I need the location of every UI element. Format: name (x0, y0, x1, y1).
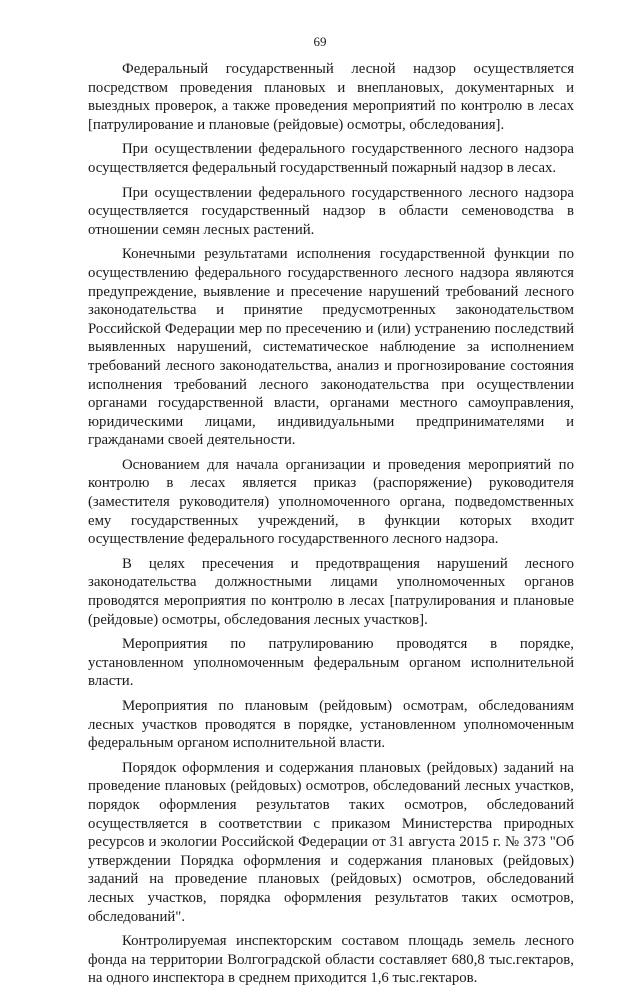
body-text (88, 60, 574, 994)
paragraph-9: Порядок оформления и содержания плановых (рейдовых) заданий на проведение плановых (рейдовых) осмотров, обследований лесных участков, порядок оформления результатов таких осмотров, обследований осуществляется в соответствии с приказом Министерства природных ресурсов и экологии Российской Федерации от 31 августа 2015 г. № 373 "Об утверждении Порядка оформления и содержания плановых (рейдовых) заданий на проведение плановых (рейдовых) осмотров, обследований лесных участков, порядка оформления результатов таких осмотров, обследований". (88, 759, 574, 925)
page-number: 69 (313, 34, 327, 49)
paragraph-2: При осуществлении федерального государственного лесного надзора осуществляется федеральный государственный пожарный надзор в лесах. (88, 141, 574, 176)
paragraph-7: Мероприятия по патрулированию проводятся в порядке, установленном уполномоченным федеральным органом исполнительной власти. (88, 636, 574, 690)
paragraph-4: Конечными результатами исполнения государственной функции по осуществлению федерального государственного лесного надзора являются предупреждение, выявление и пресечение нарушений требований лесного законодательства и принятие предусмотренных законодательством Российской Федерации мер по пресечению и (или) устранению последствий выявленных нарушений, систематическое наблюдение за исполнением требований лесного законодательства, анализ и прогнозирование состояния исполнения требований лесного законодательства при осуществлении органами государственной власти, органами местного самоуправления, юридическими лицами, индивидуальными предпринимателями и гражданами своей деятельности. (88, 246, 574, 449)
paragraph-5: Основанием для начала организации и проведения мероприятий по контролю в лесах является приказ (распоряжение) руководителя (заместителя руководителя) уполномоченного органа, подведомственных ему государственных учреждений, в функции которых входит осуществление федерального государственного лесного надзора. (88, 456, 574, 548)
paragraph-10: Контролируемая инспекторским составом площадь земель лесного фонда на территории Волгоградской области составляет 680,8 тыс.гектаров, на одного инспектора в среднем приходится 1,6 тыс.гектаров. (88, 933, 574, 987)
paragraph-1: Федеральный государственный лесной надзор осуществляется посредством проведения плановых и внеплановых, документарных и выездных проверок, а также проведения мероприятий по контролю в лесах [патрулирование и плановые (рейдовые) осмотры, обследования]. (88, 61, 574, 133)
paragraph-6: В целях пресечения и предотвращения нарушений лесного законодательства должностными лицами уполномоченных органов проводятся мероприятия по контролю в лесах [патрулирования и плановые (рейдовые) осмотры, обследования лесных участков]. (88, 555, 574, 628)
paragraph-3: При осуществлении федерального государственного лесного надзора осуществляется государственный надзор в области семеноводства в отношении семян лесных растений. (88, 184, 574, 238)
paragraph-8: Мероприятия по плановым (рейдовым) осмотрам, обследованиям лесных участков проводятся в порядке, установленном уполномоченным федеральным органом исполнительной власти. (88, 698, 574, 752)
